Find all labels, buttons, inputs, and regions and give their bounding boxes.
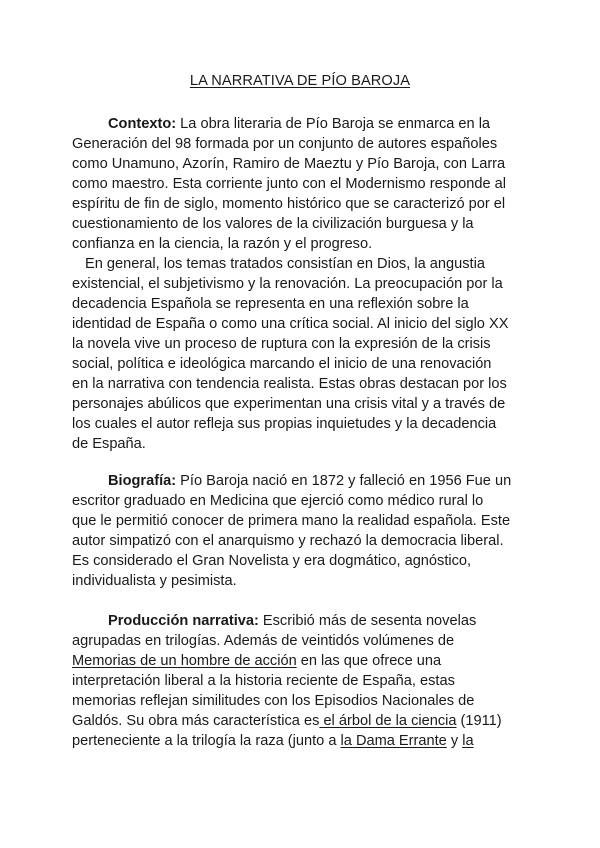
memorias-link[interactable]: Memorias de un hombre de acción <box>72 653 297 669</box>
produccion-line: interpretación liberal a la historia reciente de España, estas <box>72 673 455 689</box>
contexto-line: como maestro. Esta corriente junto con el Modernismo responde al <box>72 176 506 192</box>
general-line: decadencia Española se representa en una reflexión sobre la <box>72 296 469 312</box>
general-paragraph <box>72 254 542 454</box>
biografia-line <box>72 471 542 491</box>
produccion-line-text: en las que ofrece una <box>296 653 442 669</box>
general-line: en la narrativa con tendencia realista. Estas obras destacan por los <box>72 376 507 392</box>
general-line: existencial, el subjetivismo y la renovación. La preocupación por la <box>72 276 503 292</box>
continuation-link[interactable]: la <box>462 733 474 749</box>
contexto-line: Generación del 98 formada por un conjunto de autores españoles <box>72 136 498 152</box>
produccion-heading: Producción narrativa: <box>108 613 259 629</box>
dama-errante-link[interactable]: la Dama Errante <box>340 733 447 749</box>
contexto-line: confianza en la ciencia, la razón y el progreso. <box>72 236 373 252</box>
arbol-ciencia-link[interactable]: el árbol de la ciencia <box>319 713 457 729</box>
biografia-line-text: Pío Baroja nació en 1872 y falleció en 1956 Fue un <box>176 473 512 489</box>
produccion-line: memorias reflejan similitudes con los Episodios Nacionales de <box>72 693 475 709</box>
biografia-line: Es considerado el Gran Novelista y era dogmático, agnóstico, <box>72 553 472 569</box>
contexto-line-text: La obra literaria de Pío Baroja se enmarca en la <box>176 116 491 132</box>
general-line: de España. <box>72 436 146 452</box>
produccion-line-text: y <box>446 733 463 749</box>
biografia-line: que le permitió conocer de primera mano la realidad española. Este <box>72 513 511 529</box>
produccion-line-text: (1911) <box>456 713 502 729</box>
contexto-line: espíritu de fin de siglo, momento histórico que se caracterizó por el <box>72 196 506 212</box>
contexto-line: cuestionamiento de los valores de la civilización burguesa y la <box>72 216 474 232</box>
contexto-paragraph <box>72 114 542 254</box>
biografia-paragraph <box>72 471 542 591</box>
produccion-line <box>72 711 542 731</box>
produccion-paragraph <box>72 611 542 751</box>
biografia-line: escritor graduado en Medicina que ejerció como médico rural lo <box>72 493 484 509</box>
biografia-line: individualista y pesimista. <box>72 573 237 589</box>
produccion-line <box>72 611 542 631</box>
produccion-line <box>72 651 542 671</box>
contexto-line: como Unamuno, Azorín, Ramiro de Maeztu y Pío Baroja, con Larra <box>72 156 506 172</box>
general-line: los cuales el autor refleja sus propias inquietudes y la decadencia <box>72 416 497 432</box>
produccion-line-text: perteneciente a la trilogía la raza (junto a <box>72 733 341 749</box>
produccion-line-text: Galdós. Su obra más característica es <box>72 713 320 729</box>
general-line: social, política e ideológica marcando el inicio de una renovación <box>72 356 492 372</box>
produccion-line <box>72 731 542 751</box>
biografia-line: autor simpatizó con el anarquismo y rechazó la democracia liberal. <box>72 533 504 549</box>
document-title: LA NARRATIVA DE PÍO BAROJA <box>189 73 411 89</box>
produccion-line-text: Escribió más de sesenta novelas <box>258 613 477 629</box>
general-line: personajes abúlicos que experimentan una crisis vital y a través de <box>72 396 506 412</box>
produccion-line: agrupadas en trilogías. Además de veintidós volúmenes de <box>72 633 455 649</box>
contexto-heading: Contexto: <box>108 116 177 132</box>
biografia-heading: Biografía: <box>108 473 177 489</box>
general-line: En general, los temas tratados consistían en Dios, la angustia <box>85 256 485 272</box>
general-line: identidad de España o como una crítica social. Al inicio del siglo XX <box>72 316 509 332</box>
general-line: la novela vive un proceso de ruptura con la expresión de la crisis <box>72 336 491 352</box>
contexto-line <box>72 114 542 134</box>
